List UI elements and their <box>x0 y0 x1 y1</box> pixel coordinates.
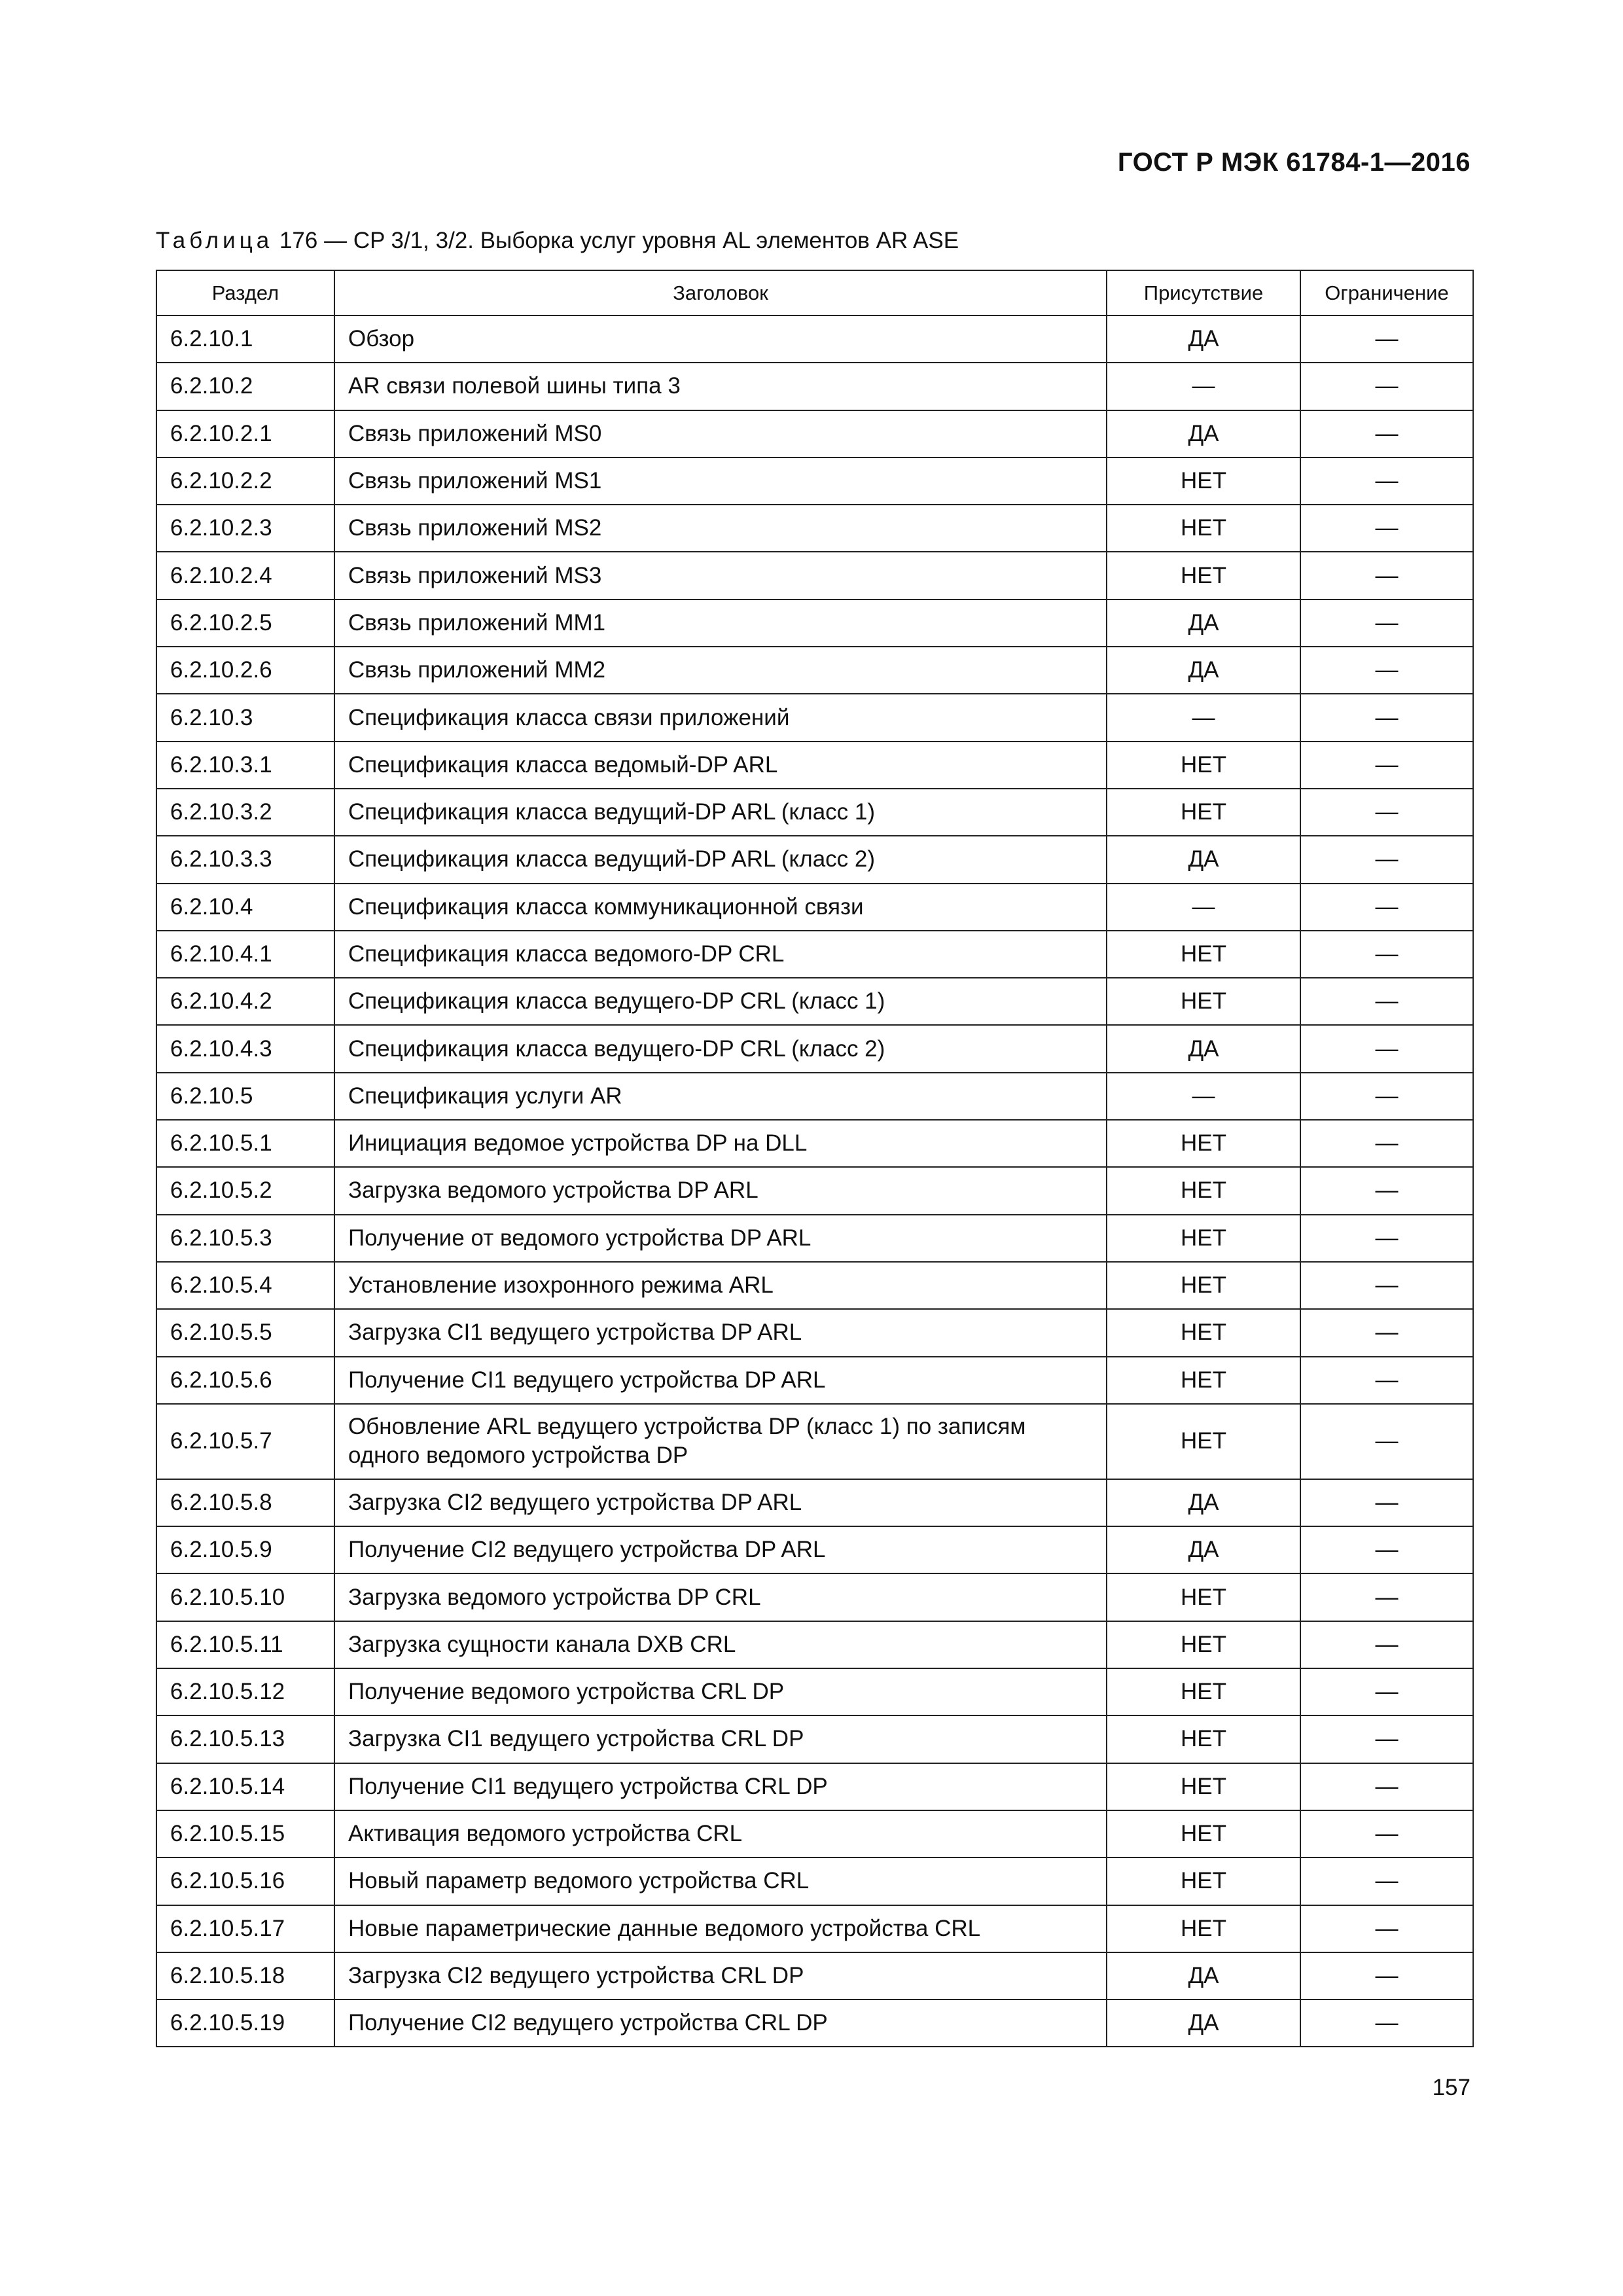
cell-section: 6.2.10.5.14 <box>156 1763 334 1810</box>
cell-presence: НЕТ <box>1107 505 1300 552</box>
cell-restriction: — <box>1300 647 1473 694</box>
cell-presence: НЕТ <box>1107 1857 1300 1905</box>
cell-section: 6.2.10.5 <box>156 1073 334 1120</box>
table-row <box>156 600 1473 647</box>
cell-presence: ДА <box>1107 315 1300 363</box>
cell-restriction: — <box>1300 457 1473 505</box>
table-row <box>156 552 1473 599</box>
cell-restriction: — <box>1300 836 1473 883</box>
cell-restriction: — <box>1300 1763 1473 1810</box>
cell-presence: НЕТ <box>1107 1715 1300 1763</box>
cell-section: 6.2.10.5.13 <box>156 1715 334 1763</box>
cell-title: Инициация ведомое устройства DP на DLL <box>334 1120 1107 1167</box>
table-row <box>156 457 1473 505</box>
cell-restriction: — <box>1300 1526 1473 1573</box>
cell-title: Получение ведомого устройства CRL DP <box>334 1668 1107 1715</box>
cell-presence: НЕТ <box>1107 1262 1300 1309</box>
cell-section: 6.2.10.5.15 <box>156 1810 334 1857</box>
cell-section: 6.2.10.3 <box>156 694 334 741</box>
cell-title: Спецификация класса ведущего-DP CRL (класс 2) <box>334 1025 1107 1072</box>
cell-title: Загрузка CI2 ведущего устройства DP ARL <box>334 1479 1107 1526</box>
cell-presence: НЕТ <box>1107 789 1300 836</box>
table-row <box>156 931 1473 978</box>
cell-title: Связь приложений MM2 <box>334 647 1107 694</box>
table-row <box>156 1357 1473 1404</box>
cell-section: 6.2.10.5.1 <box>156 1120 334 1167</box>
cell-presence: — <box>1107 694 1300 741</box>
cell-title: Новые параметрические данные ведомого устройства CRL <box>334 1905 1107 1952</box>
cell-title: Обновление ARL ведущего устройства DP (класс 1) по записям одного ведомого устройства DP <box>334 1404 1107 1479</box>
table-row <box>156 1025 1473 1072</box>
cell-section: 6.2.10.5.3 <box>156 1215 334 1262</box>
cell-restriction: — <box>1300 789 1473 836</box>
table-row <box>156 1715 1473 1763</box>
cell-section: 6.2.10.5.4 <box>156 1262 334 1309</box>
table-row <box>156 410 1473 457</box>
cell-presence: ДА <box>1107 410 1300 457</box>
cell-title: Получение CI1 ведущего устройства DP ARL <box>334 1357 1107 1404</box>
cell-restriction: — <box>1300 1952 1473 2000</box>
table-row <box>156 1621 1473 1668</box>
cell-presence: ДА <box>1107 1526 1300 1573</box>
cell-presence: ДА <box>1107 836 1300 883</box>
cell-presence: НЕТ <box>1107 552 1300 599</box>
cell-section: 6.2.10.5.17 <box>156 1905 334 1952</box>
caption-text: 176 — CP 3/1, 3/2. Выборка услуг уровня AL элементов AR ASE <box>279 228 959 253</box>
cell-presence: НЕТ <box>1107 457 1300 505</box>
cell-section: 6.2.10.2.3 <box>156 505 334 552</box>
table-row <box>156 1215 1473 1262</box>
cell-restriction: — <box>1300 1120 1473 1167</box>
table-row <box>156 1905 1473 1952</box>
table-row <box>156 694 1473 741</box>
table-row <box>156 1479 1473 1526</box>
cell-title: AR связи полевой шины типа 3 <box>334 363 1107 410</box>
table-row <box>156 1073 1473 1120</box>
cell-presence: ДА <box>1107 1952 1300 2000</box>
cell-section: 6.2.10.2.1 <box>156 410 334 457</box>
cell-section: 6.2.10.2.2 <box>156 457 334 505</box>
cell-restriction: — <box>1300 884 1473 931</box>
cell-title: Связь приложений MS2 <box>334 505 1107 552</box>
cell-presence: НЕТ <box>1107 1810 1300 1857</box>
cell-presence: ДА <box>1107 647 1300 694</box>
cell-restriction: — <box>1300 600 1473 647</box>
cell-section: 6.2.10.2.4 <box>156 552 334 599</box>
cell-presence: — <box>1107 363 1300 410</box>
cell-restriction: — <box>1300 1073 1473 1120</box>
table-row <box>156 1857 1473 1905</box>
cell-title: Спецификация класса ведомого-DP CRL <box>334 931 1107 978</box>
table-row <box>156 363 1473 410</box>
header-presence: Присутствие <box>1107 270 1300 315</box>
cell-section: 6.2.10.5.11 <box>156 1621 334 1668</box>
cell-title: Загрузка ведомого устройства DP CRL <box>334 1573 1107 1621</box>
cell-restriction: — <box>1300 1025 1473 1072</box>
cell-presence: НЕТ <box>1107 1357 1300 1404</box>
cell-title: Связь приложений MM1 <box>334 600 1107 647</box>
cell-title: Связь приложений MS3 <box>334 552 1107 599</box>
cell-presence: НЕТ <box>1107 1309 1300 1356</box>
cell-presence: НЕТ <box>1107 931 1300 978</box>
cell-restriction: — <box>1300 363 1473 410</box>
cell-section: 6.2.10.5.18 <box>156 1952 334 2000</box>
cell-section: 6.2.10.5.9 <box>156 1526 334 1573</box>
table-row <box>156 1526 1473 1573</box>
cell-title: Спецификация класса ведущего-DP CRL (класс 1) <box>334 978 1107 1025</box>
cell-restriction: — <box>1300 1715 1473 1763</box>
cell-presence: ДА <box>1107 2000 1300 2047</box>
cell-section: 6.2.10.4.2 <box>156 978 334 1025</box>
cell-restriction: — <box>1300 410 1473 457</box>
cell-title: Спецификация класса ведомый-DP ARL <box>334 742 1107 789</box>
cell-presence: НЕТ <box>1107 1668 1300 1715</box>
cell-title: Получение CI1 ведущего устройства CRL DP <box>334 1763 1107 1810</box>
cell-presence: НЕТ <box>1107 1573 1300 1621</box>
cell-section: 6.2.10.2.5 <box>156 600 334 647</box>
cell-restriction: — <box>1300 1857 1473 1905</box>
caption-label: Таблица <box>156 228 274 253</box>
table-row <box>156 1573 1473 1621</box>
cell-presence: НЕТ <box>1107 1905 1300 1952</box>
cell-title: Получение от ведомого устройства DP ARL <box>334 1215 1107 1262</box>
table-row <box>156 1309 1473 1356</box>
cell-title: Спецификация класса связи приложений <box>334 694 1107 741</box>
cell-restriction: — <box>1300 1810 1473 1857</box>
cell-restriction: — <box>1300 931 1473 978</box>
table-row <box>156 1668 1473 1715</box>
cell-title: Спецификация услуги AR <box>334 1073 1107 1120</box>
cell-section: 6.2.10.5.2 <box>156 1167 334 1214</box>
cell-restriction: — <box>1300 1167 1473 1214</box>
cell-presence: НЕТ <box>1107 1621 1300 1668</box>
cell-title: Спецификация класса коммуникационной связи <box>334 884 1107 931</box>
table-row <box>156 1262 1473 1309</box>
cell-restriction: — <box>1300 505 1473 552</box>
table-row <box>156 1810 1473 1857</box>
cell-section: 6.2.10.5.16 <box>156 1857 334 1905</box>
cell-restriction: — <box>1300 1309 1473 1356</box>
cell-title: Установление изохронного режима ARL <box>334 1262 1107 1309</box>
cell-section: 6.2.10.3.1 <box>156 742 334 789</box>
cell-title: Активация ведомого устройства CRL <box>334 1810 1107 1857</box>
cell-restriction: — <box>1300 978 1473 1025</box>
cell-presence: — <box>1107 884 1300 931</box>
cell-section: 6.2.10.5.19 <box>156 2000 334 2047</box>
cell-title: Загрузка сущности канала DXB CRL <box>334 1621 1107 1668</box>
table-row <box>156 836 1473 883</box>
table-row <box>156 505 1473 552</box>
cell-presence: НЕТ <box>1107 1215 1300 1262</box>
cell-title: Загрузка CI1 ведущего устройства CRL DP <box>334 1715 1107 1763</box>
cell-presence: НЕТ <box>1107 1120 1300 1167</box>
document-code: ГОСТ Р МЭК 61784-1—2016 <box>1117 148 1471 177</box>
cell-title: Спецификация класса ведущий-DP ARL (класс 1) <box>334 789 1107 836</box>
cell-restriction: — <box>1300 1621 1473 1668</box>
cell-section: 6.2.10.2 <box>156 363 334 410</box>
cell-title: Получение CI2 ведущего устройства DP ARL <box>334 1526 1107 1573</box>
cell-section: 6.2.10.5.10 <box>156 1573 334 1621</box>
cell-section: 6.2.10.4 <box>156 884 334 931</box>
cell-section: 6.2.10.4.1 <box>156 931 334 978</box>
header-restriction: Ограничение <box>1300 270 1473 315</box>
table-row <box>156 315 1473 363</box>
cell-restriction: — <box>1300 552 1473 599</box>
cell-presence: НЕТ <box>1107 978 1300 1025</box>
cell-title: Загрузка CI1 ведущего устройства DP ARL <box>334 1309 1107 1356</box>
cell-restriction: — <box>1300 1262 1473 1309</box>
table-row <box>156 884 1473 931</box>
cell-restriction: — <box>1300 315 1473 363</box>
cell-title: Связь приложений MS1 <box>334 457 1107 505</box>
cell-title: Спецификация класса ведущий-DP ARL (класс 2) <box>334 836 1107 883</box>
cell-title: Связь приложений MS0 <box>334 410 1107 457</box>
cell-restriction: — <box>1300 694 1473 741</box>
cell-section: 6.2.10.3.2 <box>156 789 334 836</box>
table-header-row <box>156 270 1473 315</box>
cell-presence: НЕТ <box>1107 742 1300 789</box>
cell-presence: ДА <box>1107 1025 1300 1072</box>
cell-restriction: — <box>1300 2000 1473 2047</box>
table-row <box>156 1120 1473 1167</box>
cell-section: 6.2.10.5.12 <box>156 1668 334 1715</box>
table-caption <box>156 228 959 254</box>
table-row <box>156 1952 1473 2000</box>
cell-section: 6.2.10.1 <box>156 315 334 363</box>
cell-presence: ДА <box>1107 1479 1300 1526</box>
table-row <box>156 789 1473 836</box>
page-number: 157 <box>1432 2075 1471 2100</box>
table-row <box>156 1167 1473 1214</box>
table-row <box>156 1404 1473 1479</box>
cell-presence: НЕТ <box>1107 1167 1300 1214</box>
cell-presence: НЕТ <box>1107 1763 1300 1810</box>
cell-presence: ДА <box>1107 600 1300 647</box>
cell-title: Загрузка ведомого устройства DP ARL <box>334 1167 1107 1214</box>
cell-restriction: — <box>1300 1404 1473 1479</box>
cell-section: 6.2.10.5.5 <box>156 1309 334 1356</box>
header-title: Заголовок <box>334 270 1107 315</box>
table-row <box>156 2000 1473 2047</box>
cell-section: 6.2.10.4.3 <box>156 1025 334 1072</box>
table-row <box>156 1763 1473 1810</box>
cell-section: 6.2.10.3.3 <box>156 836 334 883</box>
cell-restriction: — <box>1300 1573 1473 1621</box>
cell-title: Обзор <box>334 315 1107 363</box>
cell-title: Загрузка CI2 ведущего устройства CRL DP <box>334 1952 1107 2000</box>
table-row <box>156 742 1473 789</box>
table-row <box>156 978 1473 1025</box>
cell-restriction: — <box>1300 1357 1473 1404</box>
cell-presence: НЕТ <box>1107 1404 1300 1479</box>
cell-section: 6.2.10.2.6 <box>156 647 334 694</box>
cell-section: 6.2.10.5.6 <box>156 1357 334 1404</box>
table-row <box>156 647 1473 694</box>
service-table <box>156 270 1474 2047</box>
cell-restriction: — <box>1300 1479 1473 1526</box>
table-body <box>156 315 1473 2047</box>
header-section: Раздел <box>156 270 334 315</box>
cell-restriction: — <box>1300 1215 1473 1262</box>
cell-restriction: — <box>1300 1905 1473 1952</box>
cell-section: 6.2.10.5.8 <box>156 1479 334 1526</box>
cell-restriction: — <box>1300 742 1473 789</box>
cell-presence: — <box>1107 1073 1300 1120</box>
cell-title: Новый параметр ведомого устройства CRL <box>334 1857 1107 1905</box>
cell-restriction: — <box>1300 1668 1473 1715</box>
cell-section: 6.2.10.5.7 <box>156 1404 334 1479</box>
cell-title: Получение CI2 ведущего устройства CRL DP <box>334 2000 1107 2047</box>
